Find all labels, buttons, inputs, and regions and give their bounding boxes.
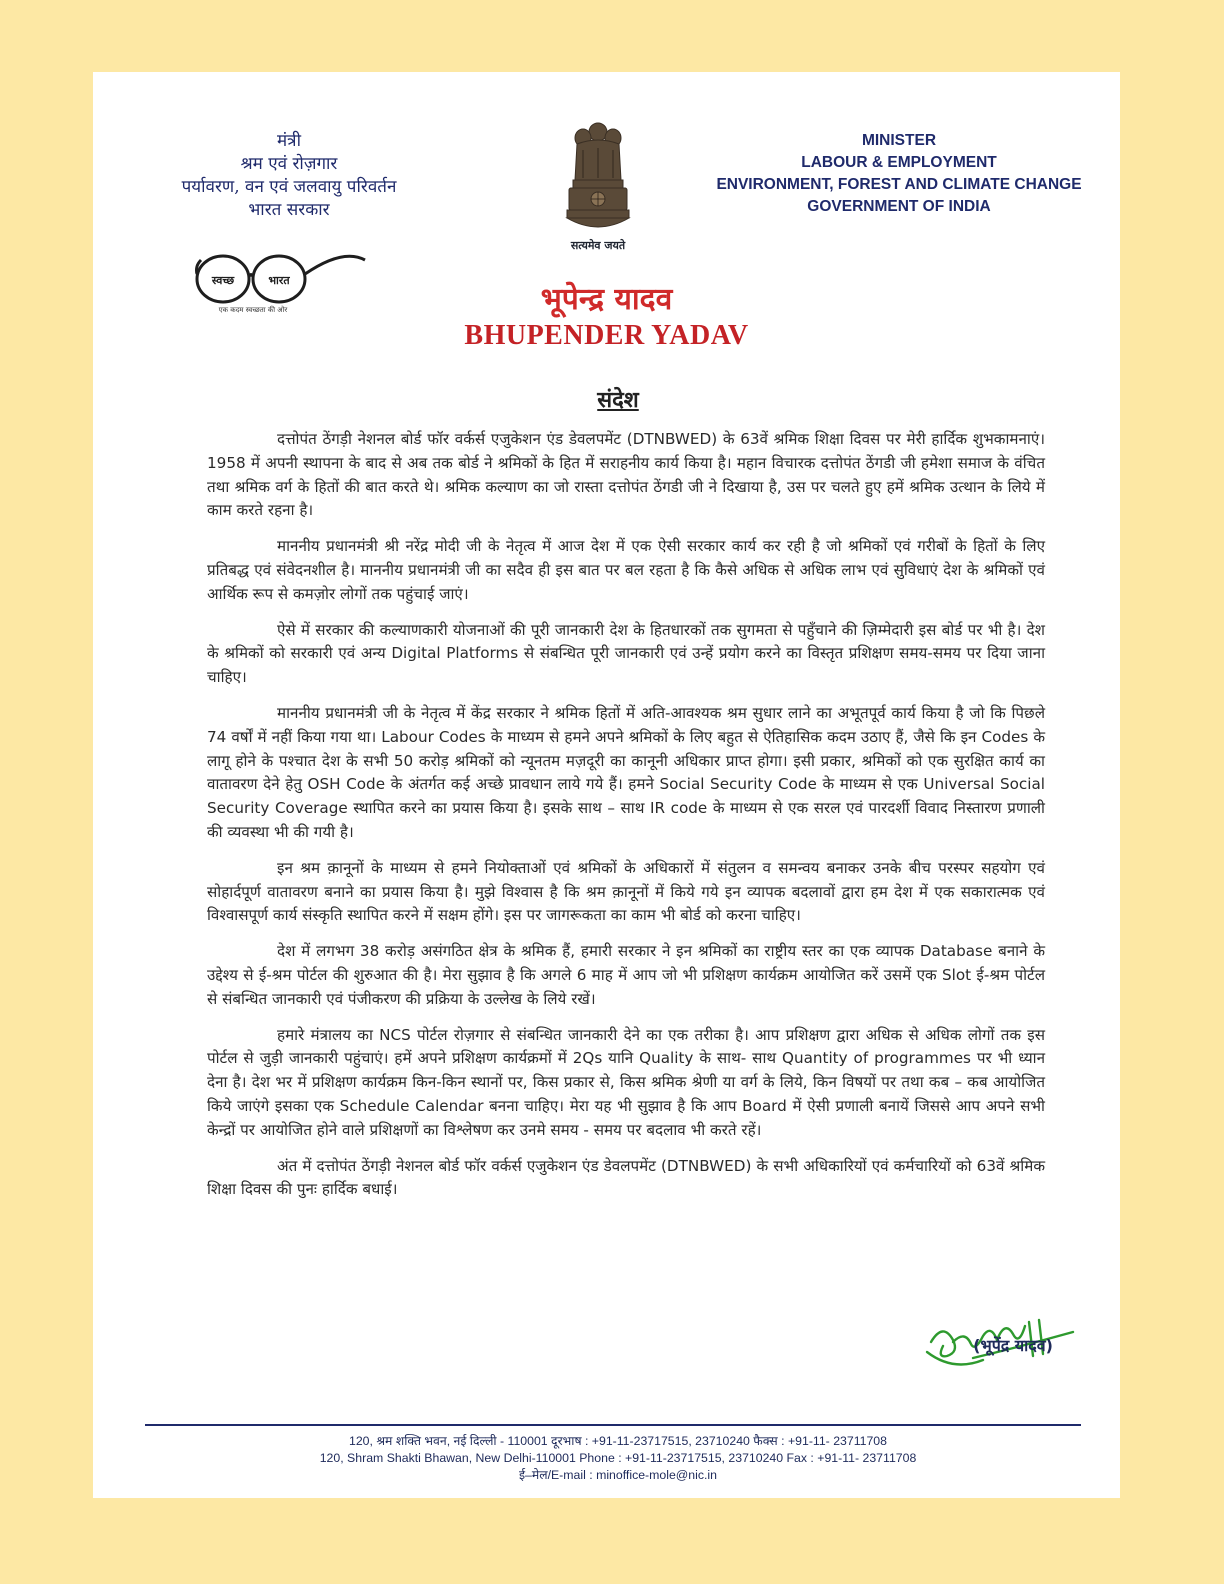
signatory-name: (भूपेंद्र यादव) — [973, 1336, 1053, 1355]
english-header-line: GOVERNMENT OF INDIA — [807, 198, 991, 215]
hindi-header-line: श्रम एवं रोज़गार — [240, 154, 338, 174]
message-paragraph: इन श्रम क़ानूनों के माध्यम से हमने नियोक्ताओं एवं श्रमिकों के अधिकारों में संतुलन व समन्वय बनाकर उनके बीच परस्पर सहयोग एवं सोहार्दपूर्ण वातावरण बनाने का प्रयास किया है। मुझे विश्वास है कि श्रम क़ानूनों में किये गये इन व्यापक बदलावों द्वारा हम देश में एक सकारात्मक एवं विश्वासपूर्ण कार्य संस्कृति स्थापित करने में सक्षम होंगे। इस पर जागरूकता का काम भी बोर्ड को करना चाहिए। — [207, 858, 1045, 925]
hindi-header-line: पर्यावरण, वन एवं जलवायु परिवर्तन — [181, 177, 397, 197]
message-paragraph: हमारे मंत्रालय का NCS पोर्टल रोज़गार से संबन्धित जानकारी देने का एक तरीका है। आप प्रशिक्षण द्वारा अधिक से अधिक लोगों तक इस पोर्टल से जुड़ी जानकारी पहुंचाएं। हमें अपने प्रशिक्षण कार्यक्रमों में 2Qs यानि Quality के साथ- साथ Quantity of programmes पर भी ध्यान देना है। देश भर में प्रशिक्षण कार्यक्रम किन-किन स्थानों पर, किस प्रकार से, किस श्रमिक श्रेणी या वर्ग के लिये, किन विषयों पर तथा कब – कब आयोजित किये जाएंगे इसका एक Schedule Calendar बनना चाहिए। मेरा यह भी सुझाव है कि आप Board में ऐसी प्रणाली बनायें जिससे आप अपने सभी केन्द्रों पर आयोजित होने वाले प्रशिक्षणों का विश्लेषण कर उनमे समय - समय पर बदलाव भी करते रहें। — [207, 1025, 1045, 1139]
footer-address — [93, 1433, 1143, 1484]
minister-name-english: BHUPENDER YADAV — [464, 320, 749, 351]
message-paragraph: दत्तोपंत ठेंगड़ी नेशनल बोर्ड फॉर वर्कर्स एजुकेशन एंड डेवलपमेंट (DTNBWED) के 63वें श्रमिक शिक्षा दिवस पर मेरी हार्दिक शुभकामनाएं। 1958 में अपनी स्थापना के बाद से अब तक बोर्ड ने श्रमिकों के हित में सराहनीय कार्य किया है। महान विचारक दत्तोपंत ठेंगडी जी हमेशा समाज के वंचित तथा श्रमिक वर्ग के हितों की बात करते थे। श्रमिक कल्याण का जो रास्ता दत्तोपंत ठेंगडी जी ने दिखाया है, उस पर चलते हुए हमें श्रमिक उत्थान के लिये में काम करते रहना है। — [207, 430, 1045, 520]
national-emblem — [558, 118, 638, 268]
english-header-line: ENVIRONMENT, FOREST AND CLIMATE CHANGE — [716, 176, 1082, 193]
message-paragraph: ऐसे में सरकार की कल्याणकारी योजनाओं की पूरी जानकारी देश के हितधारकों तक सुगमता से पहुँचाने की ज़िम्मेदारी इस बोर्ड पर भी है। देश के श्रमिकों को सरकारी एवं अन्य Digital Platforms से संबन्धित पूरी जानकारी एवं उन्हें प्रयोग करने का विस्तृत प्रशिक्षण समय-समय पर दिया जाना चाहिए। — [207, 620, 1045, 687]
message-title — [93, 384, 1143, 414]
english-header-line: LABOUR & EMPLOYMENT — [801, 154, 997, 171]
swachh-right-label: भारत — [268, 274, 290, 287]
message-body — [207, 428, 1045, 1214]
letter-page — [93, 72, 1120, 1498]
message-title-text: संदेश — [597, 387, 639, 413]
hindi-letterhead — [93, 130, 485, 222]
message-paragraph: देश में लगभग 38 करोड़ असंगठित क्षेत्र के श्रमिक हैं, हमारी सरकार ने इन श्रमिकों का राष्ट्रीय स्तर का एक व्यापक Database बनाने के उद्देश्य से ई-श्रम पोर्टल की शुरुआत की है। मेरा सुझाव है कि अगले 6 माह में आप जो भी प्रशिक्षण कार्यक्रम आयोजित करें उसमें एक Slot ई-श्रम पोर्टल से संबन्धित जानकारी एवं पंजीकरण की प्रक्रिया के उल्लेख के लिये रखें। — [207, 942, 1045, 1008]
hindi-header-line: भारत सरकार — [248, 200, 330, 220]
emblem-motto: सत्यमेव जयते — [570, 239, 626, 252]
message-paragraph: माननीय प्रधानमंत्री जी के नेतृत्व में केंद्र सरकार ने श्रमिक हितों में अति-आवश्यक श्रम सुधार लाने का अभूतपूर्व कार्य किया है जो कि पिछले 74 वर्षों में नहीं किया गया था। Labour Codes के माध्यम से हमने अपने श्रमिकों के लिए बहुत से ऐतिहासिक कदम उठाए हैं, जैसे कि इन Codes के लागू होने के पश्चात देश के सभी 50 करोड़ श्रमिकों को न्यूनतम मज़दूरी का कानूनी अधिकार प्राप्त होगा। इसी प्रकार, श्रमिकों को एक सुरक्षित कार्य का वातावरण देने हेतु OSH Code के अंतर्गत कई अच्छे प्रावधान लाये गये हैं। हमने Social Security Code के माध्यम से एक Universal Social Security Coverage स्थापित करने का प्रयास किया है। इसके साथ – साथ IR code के माध्यम से एक सरल एवं पारदर्शी विवाद निस्तारण प्रणाली की व्यवस्था भी की गयी है। — [207, 703, 1045, 841]
minister-name-hindi: भूपेन्द्र यादव — [540, 282, 673, 317]
english-letterhead — [701, 130, 1097, 218]
footer-hindi-address: 120, श्रम शक्ति भवन, नई दिल्ली - 110001 दूरभाष : +91-11-23717515, 23710240 फैक्स : +91-11- 23711708 — [349, 1434, 887, 1448]
message-paragraph: माननीय प्रधानमंत्री श्री नरेंद्र मोदी जी के नेतृत्व में आज देश में एक ऐसी सरकार कार्य कर रही है जो श्रमिकों एवं गरीबों के हितों के लिए प्रतिबद्ध एवं संवेदनशील है। माननीय प्रधानमंत्री जी का सदैव ही इस बात पर बल रहता है कि कैसे अधिक से अधिक लाभ एवं सुविधाएं देश के श्रमिकों एवं आर्थिक रूप से कमज़ोर लोगों तक पहुंचाई जाएं। — [207, 537, 1045, 603]
footer-divider — [145, 1424, 1081, 1426]
footer-email: ई–मेल/E-mail : minoffice-mole@nic.in — [519, 1468, 717, 1482]
ashoka-emblem-icon — [563, 118, 633, 236]
message-paragraph: अंत में दत्तोपंत ठेंगड़ी नेशनल बोर्ड फॉर वर्कर्स एजुकेशन एंड डेवलपमेंट (DTNBWED) के सभी अधिकारियों एवं कर्मचारियों को 63वें श्रमिक शिक्षा दिवस की पुनः हार्दिक बधाई। — [207, 1156, 1045, 1199]
swachh-tagline: एक कदम स्वच्छता की ओर — [218, 306, 288, 314]
hindi-header-line: मंत्री — [277, 131, 301, 151]
swachh-left-label: स्वच्छ — [211, 274, 235, 287]
english-header-line: MINISTER — [861, 132, 937, 149]
footer-english-address: 120, Shram Shakti Bhawan, New Delhi-110001 Phone : +91-11-23717515, 23710240 Fax : +91-11- 23711708 — [319, 1451, 917, 1465]
